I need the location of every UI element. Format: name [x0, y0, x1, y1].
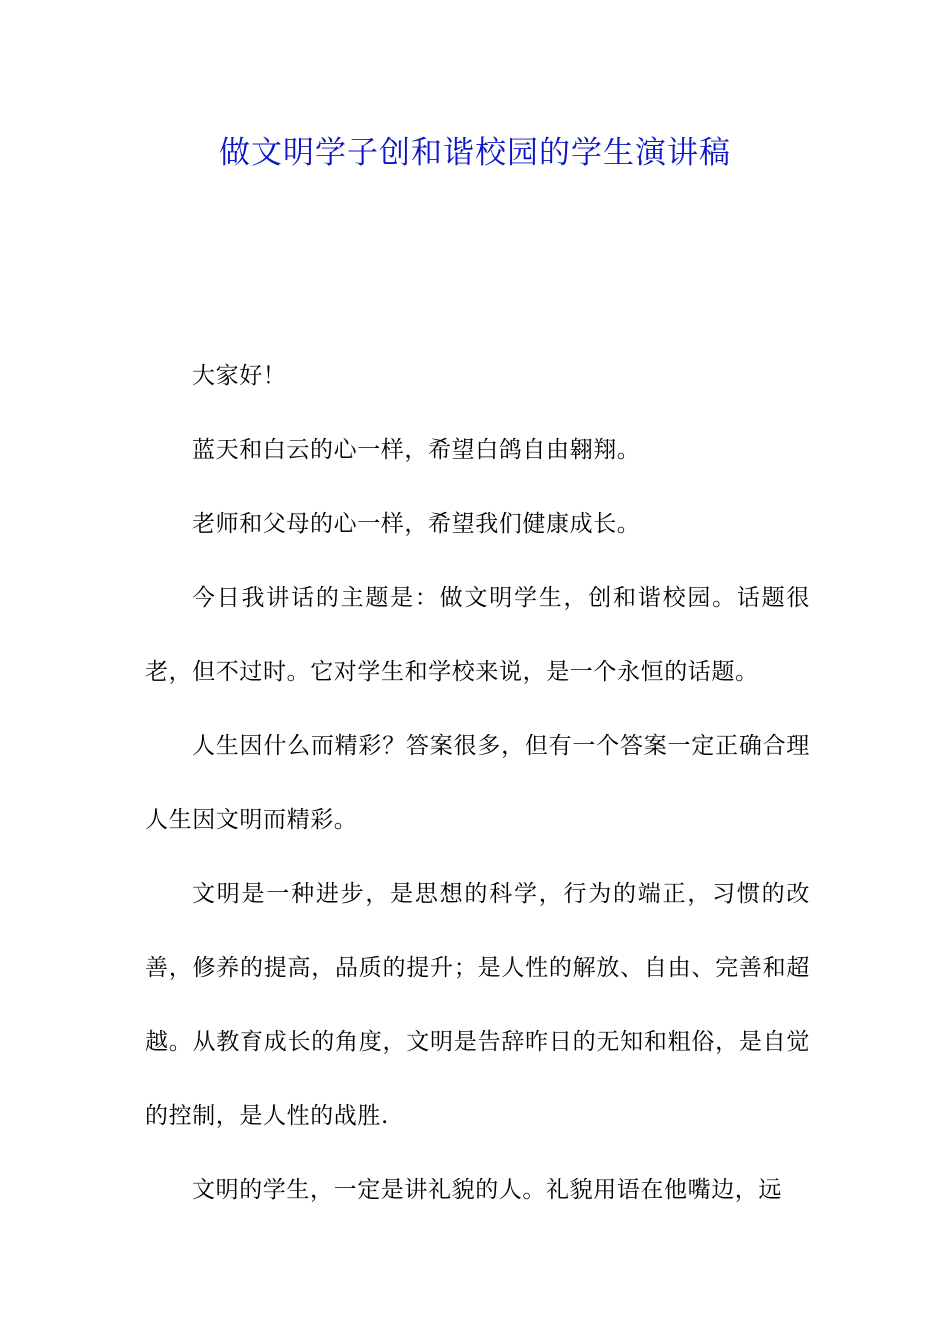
document-title: 做文明学子创和谐校园的学生演讲稿 — [219, 135, 731, 171]
paragraph: 文明的学生，一定是讲礼貌的人。礼貌用语在他嘴边，远 — [192, 1177, 782, 1203]
paragraph: 今日我讲话的主题是：做文明学生，创和谐校园。话题很老，但不过时。它对学生和学校来说，是一个永恒的话题。 — [145, 585, 810, 685]
paragraph: 老师和父母的心一样，希望我们健康成长。 — [192, 511, 641, 537]
document-body — [145, 339, 810, 1227]
paragraph: 蓝天和白云的心一样，希望白鸽自由翱翔。 — [192, 437, 641, 463]
paragraph: 文明是一种进步，是思想的科学，行为的端正，习惯的改善，修养的提高，品质的提升；是人性的解放、自由、完善和超越。从教育成长的角度，文明是告辞昨日的无知和粗俗，是自觉的控制，是人性的战胜. — [145, 881, 810, 1129]
paragraph: 大家好！ — [192, 363, 287, 389]
paragraph: 人生因什么而精彩？答案很多，但有一个答案一定正确合理人生因文明而精彩。 — [145, 733, 810, 833]
